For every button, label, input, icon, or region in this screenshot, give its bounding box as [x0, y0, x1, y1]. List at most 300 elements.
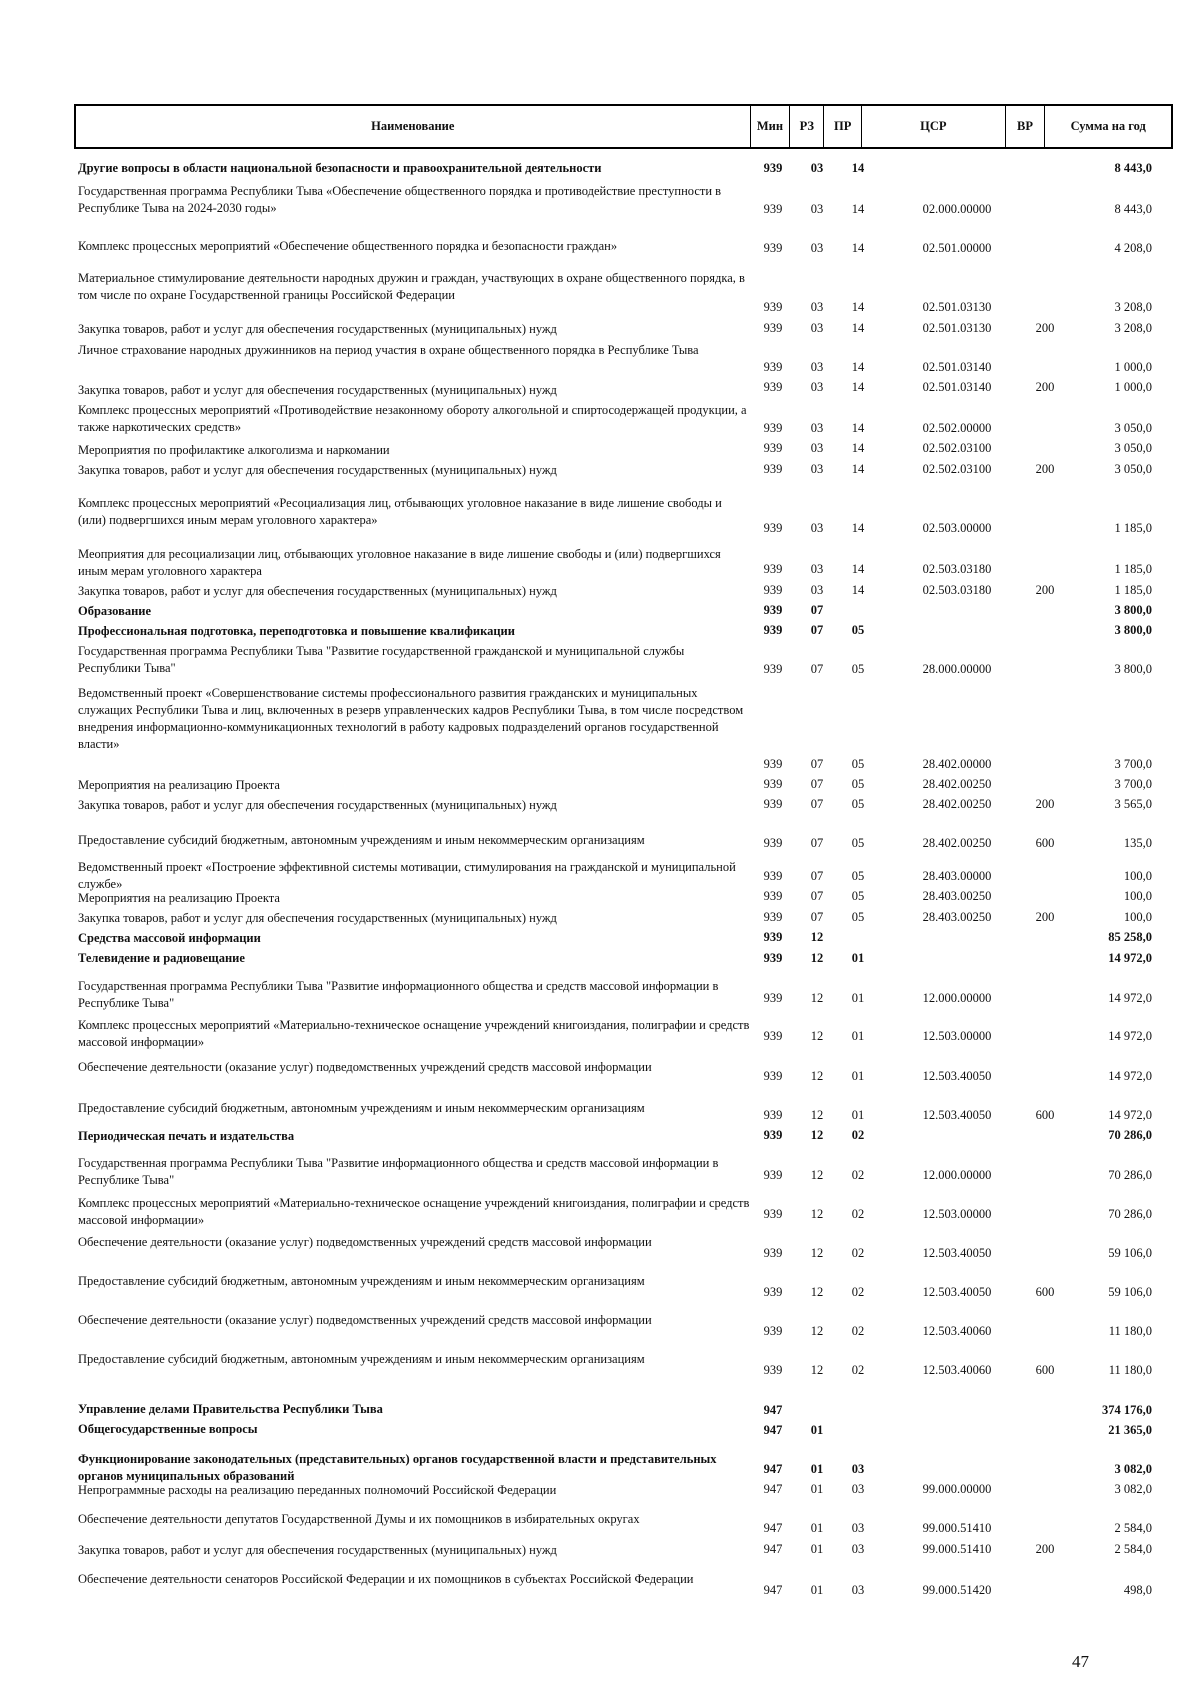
cell-min: 939: [763, 910, 783, 924]
table-row: [0, 1451, 1200, 1483]
cell-min: 947: [763, 1462, 783, 1476]
cell-sum: 3 208,0: [1114, 300, 1152, 314]
cell-name: Предоставление субсидий бюджетным, автономным учреждениям и иным некоммерческим организациям: [78, 1274, 645, 1288]
cell-pr: 03: [851, 1521, 865, 1535]
cell-sum: 1 000,0: [1114, 360, 1152, 374]
cell-pr: 14: [851, 462, 865, 476]
cell-name: Комплекс процессных мероприятий «Обеспечение общественного порядка и безопасности граждан»: [78, 239, 618, 253]
cell-name: Закупка товаров, работ и услуг для обеспечения государственных (муниципальных) нужд: [78, 463, 557, 477]
cell-rz: 12: [810, 1363, 824, 1377]
table-row: [0, 950, 1200, 967]
table-row: [0, 1195, 1200, 1227]
cell-sum: 3 050,0: [1114, 462, 1152, 476]
cell-min: 939: [763, 889, 783, 903]
header-vr: ВР: [1005, 106, 1045, 147]
table-row: [0, 930, 1200, 946]
cell-min: 939: [763, 951, 783, 965]
cell-pr: 14: [851, 380, 865, 394]
cell-sum: 100,0: [1123, 889, 1152, 903]
cell-min: 939: [763, 521, 783, 535]
cell-pr: 02: [851, 1207, 865, 1221]
cell-pr: 03: [851, 1462, 865, 1476]
cell-rz: 03: [810, 321, 824, 335]
cell-name: Мероприятия на реализацию Проекта: [78, 891, 280, 905]
cell-sum: 14 972,0: [1108, 991, 1152, 1005]
cell-pr: 14: [851, 360, 865, 374]
cell-csr: 12.503.00000: [922, 1207, 992, 1221]
cell-min: 939: [763, 1324, 783, 1338]
cell-pr: 03: [851, 1482, 865, 1496]
cell-sum: 1 185,0: [1114, 521, 1152, 535]
cell-csr: 12.503.40050: [922, 1246, 992, 1260]
cell-sum: 14 972,0: [1108, 951, 1152, 965]
cell-min: 939: [763, 662, 783, 676]
table-row: [0, 1234, 1200, 1262]
cell-pr: 05: [851, 777, 865, 791]
cell-pr: 14: [851, 321, 865, 335]
cell-name: Государственная программа Республики Тыва "Развитие информационного общества и средств массовой информации в Республике Тыва": [78, 979, 719, 1010]
table-row: [0, 1312, 1200, 1340]
cell-sum: 14 972,0: [1108, 1108, 1152, 1122]
cell-pr: 05: [851, 623, 865, 637]
cell-pr: 05: [851, 757, 865, 771]
cell-name: Закупка товаров, работ и услуг для обеспечения государственных (муниципальных) нужд: [78, 911, 557, 925]
cell-pr: 05: [851, 889, 865, 903]
table-row: [0, 1100, 1200, 1124]
cell-min: 939: [763, 930, 783, 944]
cell-name: Государственная программа Республики Тыва "Развитие информационного общества и средств массовой информации в Республике Тыва": [78, 1156, 719, 1187]
cell-min: 939: [763, 869, 783, 883]
cell-vr: 600: [1035, 1363, 1055, 1377]
cell-rz: 07: [810, 777, 824, 791]
cell-csr: 12.503.40060: [922, 1363, 992, 1377]
table-row: [0, 1421, 1200, 1439]
cell-rz: 01: [810, 1482, 824, 1496]
cell-pr: 05: [851, 797, 865, 811]
header-rz: РЗ: [789, 106, 823, 147]
cell-min: 939: [763, 1168, 783, 1182]
cell-vr: 200: [1035, 797, 1055, 811]
cell-sum: 100,0: [1123, 910, 1152, 924]
cell-sum: 3 208,0: [1114, 321, 1152, 335]
table-row: [0, 1017, 1200, 1049]
cell-pr: 05: [851, 869, 865, 883]
cell-min: 939: [763, 1246, 783, 1260]
cell-name: Государственная программа Республики Тыва "Развитие государственной гражданской и муниципальной службы Республики Тыва": [78, 644, 685, 675]
cell-csr: 02.501.03130: [922, 321, 992, 335]
cell-min: 939: [763, 380, 783, 394]
cell-rz: 03: [810, 161, 824, 175]
cell-name: Комплекс процессных мероприятий «Материально-техническое оснащение учреждений книгоиздания, полиграфии и средств массовой информации»: [78, 1196, 750, 1227]
table-row: [0, 183, 1200, 218]
cell-csr: 02.502.00000: [922, 421, 992, 435]
cell-csr: 99.000.51410: [922, 1521, 992, 1535]
cell-name: Комплекс процессных мероприятий «Ресоциализация лиц, отбывающих уголовное наказание в виде лишение свободы и (или) подвергшихся иным мерам уголовного характера»: [78, 496, 722, 527]
cell-pr: 05: [851, 836, 865, 850]
table-row: [0, 859, 1200, 891]
table-row: [0, 160, 1200, 177]
cell-rz: 01: [810, 1423, 824, 1437]
table-row: [0, 910, 1200, 926]
table-row: [0, 1482, 1200, 1498]
cell-name: Обеспечение деятельности (оказание услуг) подведомственных учреждений средств массовой информации: [78, 1235, 652, 1249]
cell-sum: 14 972,0: [1108, 1029, 1152, 1043]
cell-sum: 8 443,0: [1114, 202, 1152, 216]
cell-sum: 4 208,0: [1114, 241, 1152, 255]
cell-name: Закупка товаров, работ и услуг для обеспечения государственных (муниципальных) нужд: [78, 322, 557, 336]
table-row: [0, 603, 1200, 619]
cell-rz: 03: [810, 562, 824, 576]
table-row: [0, 978, 1200, 1010]
cell-name: Предоставление субсидий бюджетным, автономным учреждениям и иным некоммерческим организациям: [78, 1352, 645, 1366]
cell-sum: 1 185,0: [1114, 583, 1152, 597]
cell-csr: 28.403.00000: [922, 869, 992, 883]
cell-name: Периодическая печать и издательства: [78, 1129, 295, 1143]
cell-min: 939: [763, 360, 783, 374]
cell-rz: 03: [810, 360, 824, 374]
cell-min: 939: [763, 1069, 783, 1083]
cell-rz: 01: [810, 1462, 824, 1476]
cell-csr: 28.402.00250: [922, 777, 992, 791]
cell-vr: 600: [1035, 1285, 1055, 1299]
cell-min: 947: [763, 1583, 783, 1597]
cell-name: Функционирование законодательных (представительных) органов государственной власти и представительных органов муниципальных образований: [78, 1452, 717, 1483]
cell-sum: 100,0: [1123, 869, 1152, 883]
cell-csr: 12.000.00000: [922, 991, 992, 1005]
cell-min: 939: [763, 1363, 783, 1377]
cell-rz: 01: [810, 1521, 824, 1535]
cell-csr: 12.503.40050: [922, 1285, 992, 1299]
cell-name: Образование: [78, 604, 152, 618]
cell-rz: 12: [810, 1069, 824, 1083]
cell-rz: 07: [810, 889, 824, 903]
cell-rz: 12: [810, 1285, 824, 1299]
cell-name: Телевидение и радиовещание: [78, 951, 245, 965]
table-row: [0, 402, 1200, 437]
cell-rz: 03: [810, 521, 824, 535]
cell-csr: 28.402.00250: [922, 797, 992, 811]
table-row: [0, 832, 1200, 852]
cell-name: Государственная программа Республики Тыва «Обеспечение общественного порядка и противодействие преступности в Республике Тыва на 2024-2030 годы»: [78, 184, 722, 215]
cell-sum: 70 286,0: [1108, 1207, 1152, 1221]
cell-sum: 498,0: [1123, 1583, 1152, 1597]
table-row: [0, 1059, 1200, 1085]
cell-csr: 12.503.40060: [922, 1324, 992, 1338]
cell-csr: 02.502.03100: [922, 462, 992, 476]
cell-rz: 12: [810, 991, 824, 1005]
cell-name: Обеспечение деятельности (оказание услуг) подведомственных учреждений средств массовой информации: [78, 1060, 652, 1074]
cell-sum: 14 972,0: [1108, 1069, 1152, 1083]
cell-min: 939: [763, 777, 783, 791]
cell-rz: 07: [810, 603, 824, 617]
table-row: [0, 583, 1200, 599]
cell-csr: 02.503.00000: [922, 521, 992, 535]
cell-pr: 03: [851, 1583, 865, 1597]
cell-pr: 02: [851, 1324, 865, 1338]
cell-pr: 14: [851, 300, 865, 314]
cell-name: Закупка товаров, работ и услуг для обеспечения государственных (муниципальных) нужд: [78, 798, 557, 812]
cell-pr: 01: [851, 1029, 865, 1043]
cell-min: 939: [763, 583, 783, 597]
cell-rz: 12: [810, 1128, 824, 1142]
cell-min: 939: [763, 441, 783, 455]
cell-sum: 3 800,0: [1114, 662, 1152, 676]
cell-pr: 14: [851, 521, 865, 535]
cell-rz: 12: [810, 1246, 824, 1260]
cell-rz: 01: [810, 1542, 824, 1556]
cell-min: 939: [763, 797, 783, 811]
cell-min: 947: [763, 1521, 783, 1535]
cell-rz: 12: [810, 1207, 824, 1221]
table-row: [0, 495, 1200, 537]
cell-name: Управление делами Правительства Республики Тыва: [78, 1402, 383, 1416]
cell-min: 939: [763, 836, 783, 850]
cell-csr: 12.503.40050: [922, 1069, 992, 1083]
cell-csr: 28.402.00000: [922, 757, 992, 771]
cell-min: 939: [763, 1285, 783, 1299]
cell-name: Предоставление субсидий бюджетным, автономным учреждениям и иным некоммерческим организациям: [78, 833, 645, 847]
cell-name: Закупка товаров, работ и услуг для обеспечения государственных (муниципальных) нужд: [78, 584, 557, 598]
cell-rz: 12: [810, 951, 824, 965]
table-row: [0, 321, 1200, 337]
cell-rz: 03: [810, 441, 824, 455]
cell-sum: 3 800,0: [1114, 623, 1152, 637]
cell-min: 939: [763, 202, 783, 216]
cell-rz: 12: [810, 1168, 824, 1182]
cell-name: Личное страхование народных дружинников на период участия в охране общественного порядка в Республике Тыва: [78, 343, 699, 357]
cell-min: 939: [763, 462, 783, 476]
cell-sum: 135,0: [1123, 836, 1152, 850]
table-row: [0, 442, 1200, 457]
cell-min: 939: [763, 1128, 783, 1142]
cell-rz: 07: [810, 869, 824, 883]
cell-min: 947: [763, 1542, 783, 1556]
cell-min: 939: [763, 421, 783, 435]
cell-sum: 70 286,0: [1108, 1168, 1152, 1182]
cell-pr: 14: [851, 562, 865, 576]
cell-sum: 3 700,0: [1114, 777, 1152, 791]
cell-pr: 01: [851, 991, 865, 1005]
cell-name: Ведомственный проект «Совершенствование системы профессионального развития гражданских и муниципальных служащих Республики Тыва и лиц, включенных в резерв управленческих кадров Республики Тыва, в том числе посредством внедрения информационно-коммуникационных технологий в работу кадровых подразделений органов государственной власти»: [78, 686, 744, 751]
cell-pr: 01: [851, 1108, 865, 1122]
cell-min: 947: [763, 1423, 783, 1437]
cell-name: Меоприятия для ресоциализации лиц, отбывающих уголовное наказание в виде лишение свободы и (или) подвергшихся иным мерам уголовного характера: [78, 547, 721, 578]
cell-rz: 01: [810, 1583, 824, 1597]
cell-csr: 02.503.03180: [922, 562, 992, 576]
cell-sum: 3 050,0: [1114, 441, 1152, 455]
cell-name: Средства массовой информации: [78, 931, 261, 945]
cell-min: 939: [763, 241, 783, 255]
cell-rz: 07: [810, 797, 824, 811]
table-row: [0, 1571, 1200, 1599]
table-row: [0, 1351, 1200, 1379]
cell-name: Комплекс процессных мероприятий «Противодействие незаконному обороту алкогольной и спиртосодержащей продукции, а также наркотических средств»: [78, 403, 747, 434]
cell-min: 939: [763, 623, 783, 637]
cell-sum: 11 180,0: [1108, 1363, 1152, 1377]
cell-sum: 3 082,0: [1114, 1482, 1152, 1496]
cell-pr: 02: [851, 1363, 865, 1377]
cell-rz: 07: [810, 662, 824, 676]
cell-rz: 07: [810, 623, 824, 637]
cell-name: Закупка товаров, работ и услуг для обеспечения государственных (муниципальных) нужд: [78, 1543, 557, 1557]
cell-csr: 28.403.00250: [922, 889, 992, 903]
cell-rz: 12: [810, 1108, 824, 1122]
cell-rz: 03: [810, 462, 824, 476]
cell-vr: 200: [1035, 380, 1055, 394]
cell-sum: 1 000,0: [1114, 380, 1152, 394]
cell-pr: 14: [851, 161, 865, 175]
cell-rz: 03: [810, 300, 824, 314]
header-min: Мин: [750, 106, 790, 147]
cell-pr: 14: [851, 441, 865, 455]
cell-sum: 3 050,0: [1114, 421, 1152, 435]
cell-sum: 3 082,0: [1114, 1462, 1152, 1476]
table-row: [0, 685, 1200, 773]
cell-rz: 07: [810, 836, 824, 850]
cell-pr: 02: [851, 1285, 865, 1299]
cell-name: Предоставление субсидий бюджетным, автономным учреждениям и иным некоммерческим организациям: [78, 1101, 645, 1115]
cell-sum: 1 185,0: [1114, 562, 1152, 576]
cell-min: 939: [763, 1207, 783, 1221]
cell-pr: 01: [851, 1069, 865, 1083]
table-row: [0, 462, 1200, 478]
cell-min: 947: [763, 1403, 783, 1417]
cell-vr: 200: [1035, 462, 1055, 476]
cell-name: Общегосударственные вопросы: [78, 1422, 258, 1436]
cell-rz: 03: [810, 421, 824, 435]
cell-name: Ведомственный проект «Построение эффективной системы мотивации, стимулирования на гражданской и муниципальной службе»: [78, 860, 736, 891]
cell-min: 939: [763, 321, 783, 335]
table-row: [0, 643, 1200, 678]
cell-rz: 03: [810, 583, 824, 597]
page-number: 47: [1072, 1652, 1089, 1671]
cell-pr: 05: [851, 910, 865, 924]
cell-sum: 85 258,0: [1108, 930, 1152, 944]
cell-csr: 02.503.03180: [922, 583, 992, 597]
cell-name: Комплекс процессных мероприятий «Материально-техническое оснащение учреждений книгоиздания, полиграфии и средств массовой информации»: [78, 1018, 750, 1049]
table-row: [0, 1273, 1200, 1301]
cell-name: Мероприятия на реализацию Проекта: [78, 778, 280, 792]
cell-vr: 600: [1035, 836, 1055, 850]
cell-csr: 02.502.03100: [922, 441, 992, 455]
cell-rz: 12: [810, 1324, 824, 1338]
cell-sum: 59 106,0: [1108, 1246, 1152, 1260]
cell-vr: 200: [1035, 910, 1055, 924]
table-row: [0, 1511, 1200, 1537]
table-row: [0, 238, 1200, 257]
cell-name: Обеспечение деятельности (оказание услуг) подведомственных учреждений средств массовой информации: [78, 1313, 652, 1327]
cell-sum: 21 365,0: [1108, 1423, 1152, 1437]
cell-name: Обеспечение деятельности сенаторов Российской Федерации и их помощников в субъектах Российской Федерации: [78, 1572, 694, 1586]
cell-csr: 02.000.00000: [922, 202, 992, 216]
cell-pr: 02: [851, 1246, 865, 1260]
cell-name: Непрограммные расходы на реализацию переданных полномочий Российской Федерации: [78, 1483, 557, 1497]
header-csr: ЦСР: [861, 106, 1004, 147]
cell-min: 947: [763, 1482, 783, 1496]
cell-sum: 2 584,0: [1114, 1521, 1152, 1535]
cell-sum: 3 565,0: [1114, 797, 1152, 811]
cell-min: 939: [763, 161, 783, 175]
table-row: [0, 777, 1200, 793]
table-row: [0, 270, 1200, 316]
cell-rz: 12: [810, 930, 824, 944]
cell-csr: 02.501.00000: [922, 241, 992, 255]
cell-csr: 99.000.51410: [922, 1542, 992, 1556]
cell-min: 939: [763, 757, 783, 771]
cell-name: Закупка товаров, работ и услуг для обеспечения государственных (муниципальных) нужд: [78, 383, 557, 397]
cell-sum: 3 700,0: [1114, 757, 1152, 771]
cell-csr: 28.000.00000: [922, 662, 992, 676]
cell-csr: 28.403.00250: [922, 910, 992, 924]
cell-rz: 03: [810, 380, 824, 394]
cell-csr: 12.503.40050: [922, 1108, 992, 1122]
cell-vr: 200: [1035, 583, 1055, 597]
table-row: [0, 546, 1200, 578]
cell-min: 939: [763, 562, 783, 576]
cell-pr: 14: [851, 583, 865, 597]
cell-pr: 02: [851, 1168, 865, 1182]
table-row: [0, 1155, 1200, 1187]
table-row: [0, 1128, 1200, 1144]
cell-pr: 03: [851, 1542, 865, 1556]
cell-name: Обеспечение деятельности депутатов Государственной Думы и их помощников в избирательных округах: [78, 1512, 640, 1526]
cell-pr: 05: [851, 662, 865, 676]
cell-min: 939: [763, 991, 783, 1005]
cell-sum: 8 443,0: [1114, 161, 1152, 175]
cell-name: Материальное стимулирование деятельности народных дружин и граждан, участвующих в охране общественного порядка, в том числе по охране Государственной границы Российской Федерации: [78, 271, 745, 302]
cell-sum: 70 286,0: [1108, 1128, 1152, 1142]
cell-pr: 01: [851, 951, 865, 965]
table-row: [0, 1401, 1200, 1419]
table-row: [0, 1542, 1200, 1558]
table-row: [0, 623, 1200, 639]
header-name: Наименование: [371, 119, 455, 133]
cell-sum: 59 106,0: [1108, 1285, 1152, 1299]
cell-csr: 02.501.03140: [922, 360, 992, 374]
header-pr: ПР: [823, 106, 861, 147]
cell-min: 939: [763, 1029, 783, 1043]
cell-min: 939: [763, 603, 783, 617]
cell-vr: 600: [1035, 1108, 1055, 1122]
cell-rz: 03: [810, 241, 824, 255]
cell-name: Другие вопросы в области национальной безопасности и правоохранительной деятельности: [78, 161, 602, 175]
cell-name: Мероприятия по профилактике алкоголизма и наркомании: [78, 443, 390, 457]
cell-rz: 03: [810, 202, 824, 216]
cell-sum: 374 176,0: [1102, 1403, 1152, 1417]
cell-rz: 07: [810, 910, 824, 924]
cell-min: 939: [763, 300, 783, 314]
cell-vr: 200: [1035, 1542, 1055, 1556]
cell-pr: 14: [851, 421, 865, 435]
cell-pr: 14: [851, 241, 865, 255]
cell-csr: 02.501.03130: [922, 300, 992, 314]
cell-csr: 99.000.51420: [922, 1583, 992, 1597]
cell-sum: 3 800,0: [1114, 603, 1152, 617]
table-row: [0, 797, 1200, 813]
header-sum: Сумма на год: [1044, 106, 1171, 147]
table-row: [0, 382, 1200, 396]
cell-rz: 07: [810, 757, 824, 771]
cell-pr: 02: [851, 1128, 865, 1142]
cell-csr: 12.503.00000: [922, 1029, 992, 1043]
cell-csr: 99.000.00000: [922, 1482, 992, 1496]
cell-csr: 28.402.00250: [922, 836, 992, 850]
table-row: [0, 890, 1200, 905]
cell-csr: 12.000.00000: [922, 1168, 992, 1182]
cell-pr: 14: [851, 202, 865, 216]
cell-sum: 11 180,0: [1108, 1324, 1152, 1338]
cell-vr: 200: [1035, 321, 1055, 335]
